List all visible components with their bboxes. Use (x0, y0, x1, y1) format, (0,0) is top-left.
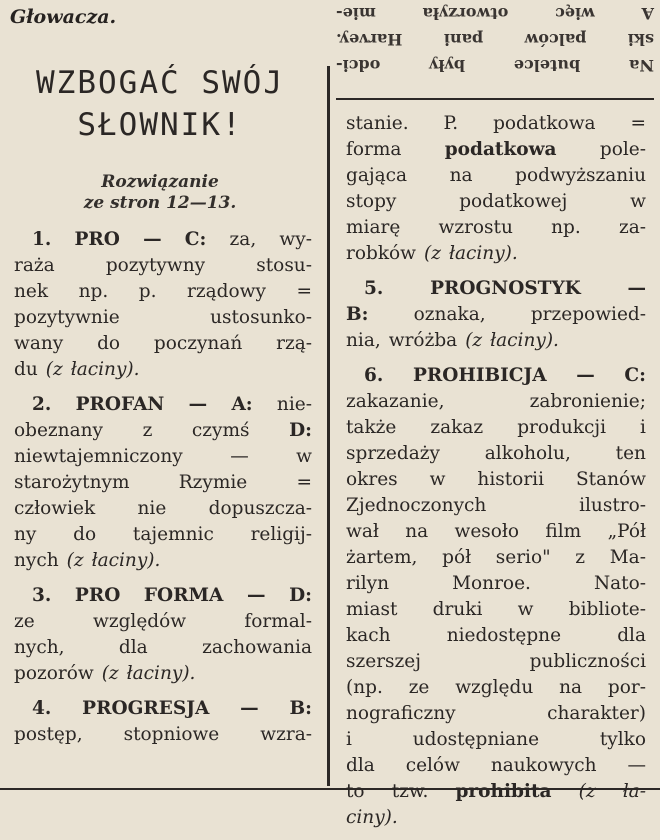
word: robków (346, 243, 417, 264)
word: nograficzny (346, 703, 456, 724)
article-subtitle (10, 172, 310, 214)
title-line: WZBOGAĆ SWÓJ (36, 65, 284, 101)
word: FORMA (143, 585, 224, 606)
text-line (14, 253, 312, 279)
text-line (346, 215, 646, 241)
word: C: (624, 365, 646, 386)
word: PROGNOSTYK (430, 278, 581, 299)
text-line (14, 392, 312, 418)
word: D: (289, 585, 312, 606)
word: także (346, 417, 397, 438)
word: nych, (14, 637, 65, 658)
word: por- (607, 677, 646, 698)
word: bibliote- (568, 599, 646, 620)
word: tylko (599, 729, 646, 750)
word: PROFAN (75, 394, 165, 415)
word: dla (118, 637, 148, 658)
word: z (575, 547, 586, 568)
word: stopniowe (123, 724, 220, 745)
word: — (230, 446, 249, 467)
entry-prohibicja (346, 363, 646, 831)
word: 4. (32, 698, 52, 719)
text-line (346, 111, 646, 137)
continuation-text: Głowacza. (10, 6, 117, 28)
left-column (14, 227, 312, 757)
word: na (405, 521, 429, 542)
entry-pro (14, 227, 312, 383)
word: P. (443, 113, 459, 134)
text-line (346, 675, 646, 701)
word: zakaz (430, 417, 484, 438)
word: względów (93, 611, 187, 632)
word: zakazanie, (346, 391, 445, 412)
text-line (346, 389, 646, 415)
word: D: (289, 420, 312, 441)
word: niewtajemniczony (14, 446, 183, 467)
text-line (346, 545, 646, 571)
right-column (346, 111, 646, 840)
text-line (346, 441, 646, 467)
word: p. (138, 281, 157, 302)
text-line (346, 805, 646, 831)
word: kach (346, 625, 391, 646)
word: (z (45, 359, 63, 380)
text-line (346, 302, 646, 328)
word: — (143, 229, 162, 250)
word: łaciny). (490, 330, 559, 351)
word: miarę (346, 217, 401, 238)
word: ze (14, 611, 35, 632)
text-line (14, 609, 312, 635)
word: sprzedaży (346, 443, 440, 464)
word: poczynań (153, 333, 243, 354)
word: pozytywny (105, 255, 206, 276)
text-line (346, 189, 646, 215)
word: zabronienie; (529, 391, 646, 412)
word: — (627, 755, 646, 776)
word: podatkowej (459, 191, 568, 212)
word: obeznany (14, 420, 103, 441)
word: nie (137, 498, 167, 519)
word: pozytywnie (14, 307, 120, 328)
subtitle-line: Rozwiązanie (101, 172, 219, 192)
article-title (10, 62, 310, 146)
word: w (517, 599, 534, 620)
flipped-line: Na butelce były odci- (336, 56, 654, 75)
word: dla (617, 625, 646, 646)
flipped-line: A więc otworzyła mie- (336, 4, 654, 23)
word: łaciny). (448, 243, 518, 264)
word: forma (346, 139, 402, 160)
text-line (346, 493, 646, 519)
word: w (630, 191, 646, 212)
word: łaciny). (91, 550, 161, 571)
text-line (346, 467, 646, 493)
text-line (14, 635, 312, 661)
word: Zjednoczonych (346, 495, 487, 516)
word: (z (424, 243, 441, 264)
text-line (14, 696, 312, 722)
word: B: (289, 698, 312, 719)
word: 2. (32, 394, 52, 415)
text-line (14, 722, 312, 748)
word: 3. (32, 585, 52, 606)
word: PRO (74, 585, 121, 606)
word: serio" (495, 547, 551, 568)
word: nia, (346, 330, 381, 351)
word: wróżba (388, 330, 458, 351)
word: człowiek (14, 498, 96, 519)
word: rilyn (346, 573, 390, 594)
text-line (346, 649, 646, 675)
word: podwyższaniu (515, 165, 646, 186)
word: nek (14, 281, 49, 302)
word: — (627, 278, 646, 299)
word: (z (578, 781, 596, 802)
text-line (14, 305, 312, 331)
word: udostępniane (412, 729, 540, 750)
word: — (576, 365, 595, 386)
word: celów (405, 755, 460, 776)
word: PRO (74, 229, 120, 250)
word: pozorów (14, 663, 94, 684)
word: nie- (276, 394, 312, 415)
entry-progresja (14, 696, 312, 748)
word: podatkowa (444, 139, 557, 160)
word: wzra- (260, 724, 312, 745)
word: 5. (364, 278, 384, 299)
word: naukowych (490, 755, 597, 776)
word: — (240, 698, 259, 719)
word: stopy (346, 191, 397, 212)
word: wy- (279, 229, 312, 250)
text-line (14, 357, 312, 383)
word: 1. (32, 229, 52, 250)
word: w (296, 446, 312, 467)
word: wzrostu (438, 217, 513, 238)
word: miast (346, 599, 398, 620)
word: druki (432, 599, 483, 620)
word: względu (455, 677, 534, 698)
text-line (14, 661, 312, 687)
word: żartem, (346, 547, 418, 568)
word: starożytnym (14, 472, 130, 493)
word: wał (346, 521, 379, 542)
word: przepowied- (530, 304, 646, 325)
word: podatkowa (493, 113, 596, 134)
word: „Pół (607, 521, 646, 542)
word: na (449, 165, 473, 186)
text-line (14, 548, 312, 574)
word: Ma- (609, 547, 646, 568)
word: = (296, 281, 312, 302)
word: PROHIBICJA (412, 365, 547, 386)
word: za- (618, 217, 646, 238)
word: wesoło (454, 521, 520, 542)
horizontal-rule (336, 98, 654, 100)
word: B: (346, 304, 369, 325)
text-line (346, 276, 646, 302)
entry-pro-forma (14, 583, 312, 687)
text-line (14, 444, 312, 470)
word: raża (14, 255, 55, 276)
word: dopuszcza- (208, 498, 312, 519)
word: stosu- (256, 255, 312, 276)
word: film (545, 521, 582, 542)
word: ten (615, 443, 646, 464)
word: np. (78, 281, 109, 302)
word: charakter) (547, 703, 646, 724)
text-line (346, 137, 646, 163)
word: publiczności (529, 651, 646, 672)
text-line (14, 496, 312, 522)
word: to (346, 781, 365, 802)
word: tajemnic (132, 524, 214, 545)
entry-prognostyk (346, 276, 646, 354)
title-line: SŁOWNIK! (77, 107, 243, 143)
text-line (346, 163, 646, 189)
word: ła- (622, 781, 646, 802)
word: 6. (364, 365, 384, 386)
word: tzw. (391, 781, 429, 802)
word: (z (66, 550, 84, 571)
entry-profan (14, 392, 312, 574)
word: i (640, 417, 646, 438)
word: oznaka, (413, 304, 486, 325)
word: łaciny). (126, 663, 196, 684)
text-line (346, 597, 646, 623)
word: (np. (346, 677, 383, 698)
word: = (296, 472, 312, 493)
subtitle-line: ze stron 12—13. (83, 193, 237, 213)
word: i (346, 729, 352, 750)
word: w (429, 469, 446, 490)
word: łaciny). (70, 359, 140, 380)
text-line (14, 522, 312, 548)
text-line (346, 241, 646, 267)
word: ny (14, 524, 37, 545)
text-line (14, 279, 312, 305)
word: prohibita (455, 781, 552, 802)
word: A: (231, 394, 253, 415)
text-line (14, 470, 312, 496)
word: niedostępne (446, 625, 562, 646)
word: za, (229, 229, 257, 250)
flipped-line: ski palców pani Harvey. (336, 30, 654, 49)
column-divider (327, 66, 330, 786)
word: do (97, 333, 121, 354)
text-line (346, 415, 646, 441)
upside-down-fragment (336, 0, 654, 78)
word: ustosunko- (210, 307, 312, 328)
text-line (14, 418, 312, 444)
word: — (188, 394, 208, 415)
word: gająca (346, 165, 408, 186)
word: postęp, (14, 724, 83, 745)
word: (z (465, 330, 483, 351)
word: stanie. (346, 113, 409, 134)
word: (z (101, 663, 119, 684)
word: ilustro- (579, 495, 646, 516)
entry-progresja-cont (346, 111, 646, 267)
word: alkoholu, (484, 443, 571, 464)
word: PROGRESJA (82, 698, 210, 719)
word: czymś (191, 420, 250, 441)
text-line (346, 571, 646, 597)
word: historii (477, 469, 544, 490)
word: formal- (244, 611, 312, 632)
text-line (346, 363, 646, 389)
word: szerszej (346, 651, 421, 672)
text-line (346, 701, 646, 727)
text-line (14, 331, 312, 357)
word: zachowania (202, 637, 312, 658)
text-line (14, 583, 312, 609)
text-line (346, 328, 646, 354)
word: dla (346, 755, 375, 776)
word: rzą- (276, 333, 312, 354)
word: rządowy (187, 281, 266, 302)
text-line (14, 227, 312, 253)
word: = (630, 113, 646, 134)
text-line (346, 623, 646, 649)
word: pół (442, 547, 472, 568)
word: Stanów (575, 469, 646, 490)
text-line (346, 519, 646, 545)
word: nych (14, 550, 59, 571)
word: Monroe. (452, 573, 531, 594)
word: na (559, 677, 583, 698)
word: wany (14, 333, 64, 354)
word: produkcji (517, 417, 607, 438)
word: pole- (599, 139, 646, 160)
word: do (73, 524, 97, 545)
word: C: (184, 229, 207, 250)
word: ciny). (346, 807, 398, 828)
word: np. (551, 217, 581, 238)
word: z (142, 420, 153, 441)
word: ze (408, 677, 430, 698)
word: Rzymie (178, 472, 248, 493)
text-line (346, 779, 646, 805)
word: — (246, 585, 266, 606)
word: okres (346, 469, 398, 490)
word: religij- (250, 524, 312, 545)
word: Nato- (593, 573, 646, 594)
text-line (346, 753, 646, 779)
word: du (14, 359, 38, 380)
text-line (346, 727, 646, 753)
